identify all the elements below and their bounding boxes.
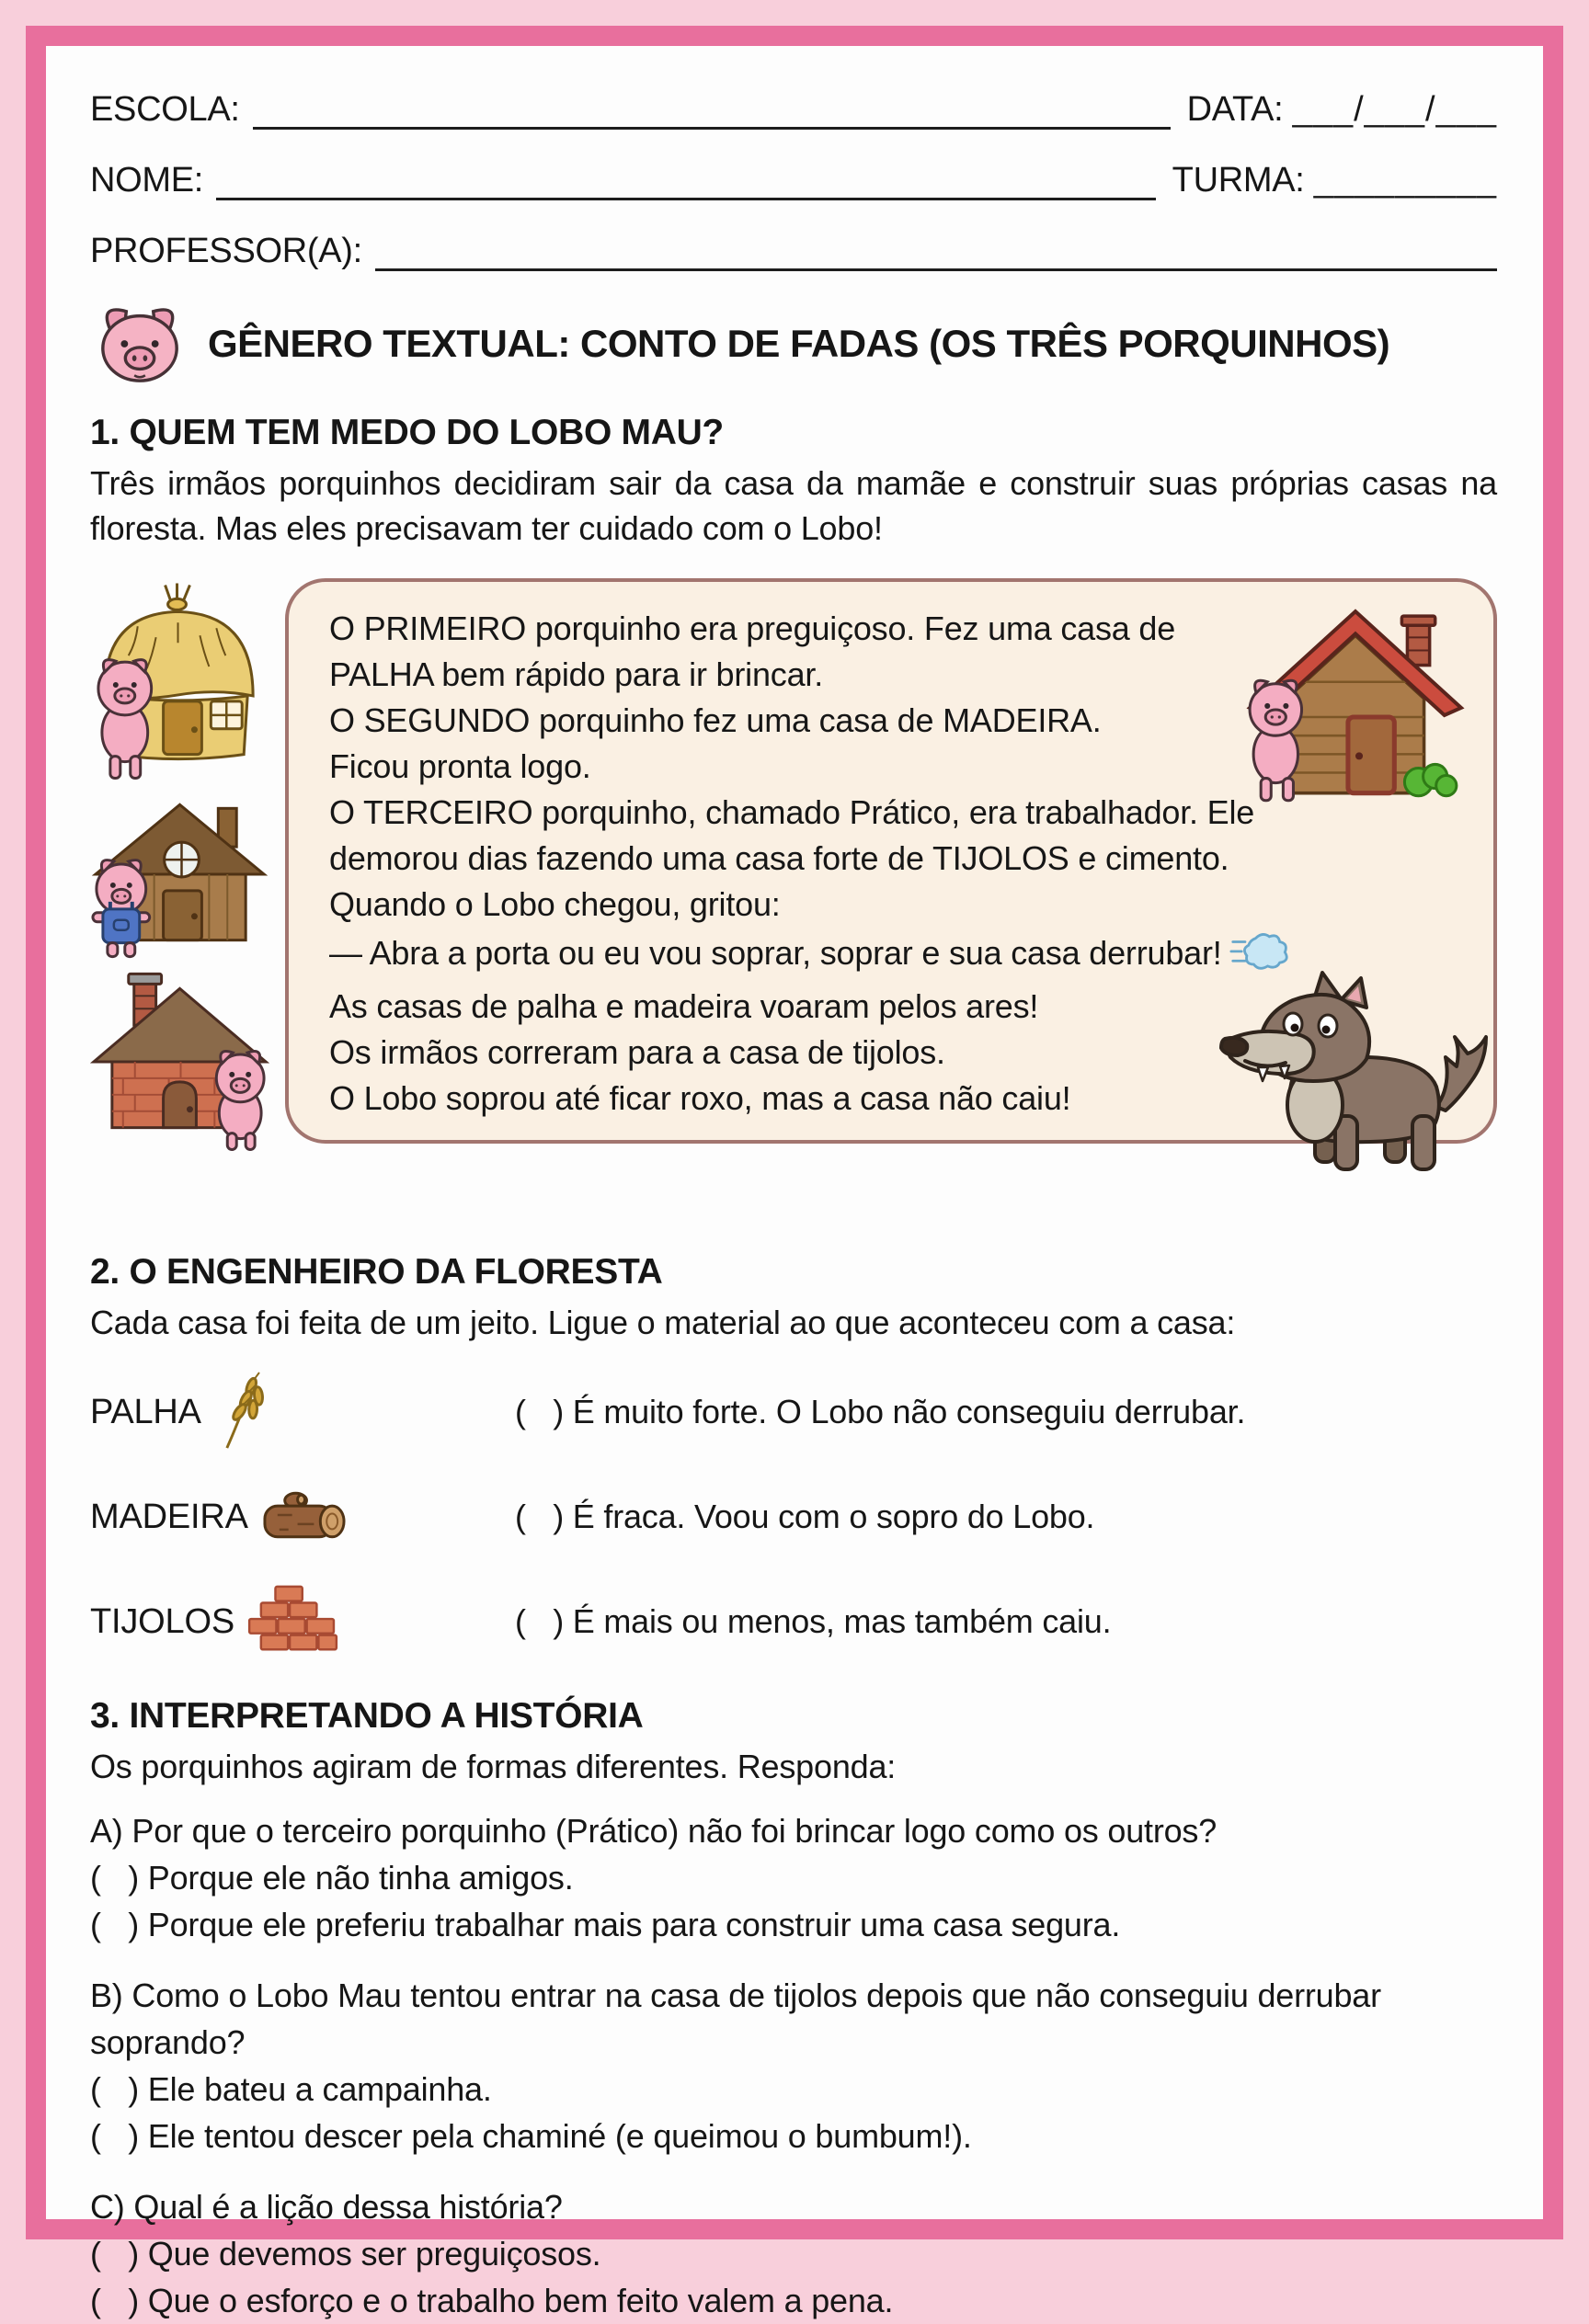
- question-option[interactable]: ( ) Ele tentou descer pela chaminé (e queimou o bumbum!).: [90, 2117, 972, 2155]
- page-title: GÊNERO TEXTUAL: CONTO DE FADAS (OS TRÊS PORQUINHOS): [208, 322, 1390, 365]
- story-line: Quando o Lobo chegou, gritou:: [329, 885, 781, 923]
- question-option[interactable]: ( ) Porque ele preferiu trabalhar mais para construir uma casa segura.: [90, 1906, 1121, 1943]
- pig-wood-house-illustration: [83, 788, 280, 961]
- header-row-nome: [90, 157, 1497, 200]
- story-line: demorou dias fazendo uma casa forte de TIJOLOS e cimento.: [329, 839, 1229, 877]
- wood-house-with-pig-illustration: [1238, 598, 1473, 830]
- question-block-a: [90, 1807, 1497, 1948]
- match-answer-option[interactable]: ( ) É fraca. Voou com o sopro do Lobo.: [515, 1498, 1095, 1535]
- section3: [90, 1696, 1497, 2324]
- story-line: As casas de palha e madeira voaram pelos ares!: [329, 987, 1039, 1025]
- story-line: O TERCEIRO porquinho, chamado Prático, era trabalhador. Ele: [329, 793, 1255, 831]
- question-option[interactable]: ( ) Porque ele não tinha amigos.: [90, 1859, 574, 1897]
- story-box-house-area: [1234, 606, 1469, 790]
- section1-heading: 1. QUEM TEM MEDO DO LOBO MAU?: [90, 413, 724, 452]
- story-left-illustrations: [83, 580, 281, 1156]
- data-input-line[interactable]: ___/___/___: [1292, 90, 1497, 129]
- match-row-madeira: [90, 1475, 1497, 1558]
- wheat-icon: [214, 1373, 264, 1452]
- log-icon: [261, 1487, 348, 1546]
- professor-label: PROFESSOR(A):: [90, 232, 362, 270]
- data-label: DATA:: [1186, 90, 1284, 129]
- match-answer-option[interactable]: ( ) É muito forte. O Lobo não conseguiu derrubar.: [515, 1393, 1246, 1430]
- question-option[interactable]: ( ) Que devemos ser preguiçosos.: [90, 2235, 601, 2273]
- story-line: — Abra a porta ou eu vou soprar, soprar e sua casa derrubar!: [329, 928, 1469, 984]
- nome-label: NOME:: [90, 161, 204, 199]
- story-line: O Lobo soprou até ficar roxo, mas a casa não caiu!: [329, 1079, 1071, 1117]
- match-row-palha: [90, 1371, 1497, 1453]
- material-label-palha: PALHA: [90, 1392, 201, 1431]
- professor-input-line[interactable]: [375, 228, 1497, 271]
- header-row-escola: [90, 86, 1497, 130]
- nome-input-line[interactable]: [216, 157, 1156, 200]
- match-row-tijolos: [90, 1580, 1497, 1663]
- bricks-icon: [247, 1583, 339, 1660]
- wind-puff-icon: [1229, 928, 1290, 972]
- header-row-professor: [90, 228, 1497, 271]
- section2-heading: 2. O ENGENHEIRO DA FLORESTA: [90, 1252, 663, 1292]
- turma-input-line[interactable]: _________: [1313, 161, 1497, 199]
- section2: [90, 1252, 1497, 1663]
- story-line: Os irmãos correram para a casa de tijolos.: [329, 1033, 945, 1071]
- question-label: B) Como o Lobo Mau tentou entrar na casa de tijolos depois que não conseguiu derrubar soprando?: [90, 1977, 1381, 2061]
- story-line: O SEGUNDO porquinho fez uma casa de MADEIRA.: [329, 701, 1102, 739]
- material-label-tijolos: TIJOLOS: [90, 1601, 234, 1641]
- worksheet-page: [26, 26, 1563, 2319]
- escola-input-line[interactable]: [253, 86, 1171, 130]
- story-box: [285, 578, 1497, 1144]
- question-block-c: [90, 2183, 1497, 2324]
- wolf-illustration: [1205, 969, 1508, 1185]
- question-option[interactable]: ( ) Ele bateu a campainha.: [90, 2070, 492, 2108]
- question-label: A) Por que o terceiro porquinho (Prático) não foi brincar logo como os outros?: [90, 1812, 1217, 1850]
- question-block-b: [90, 1972, 1497, 2159]
- pig-straw-house-illustration: [83, 580, 280, 784]
- escola-label: ESCOLA:: [90, 90, 240, 129]
- material-label-madeira: MADEIRA: [90, 1497, 248, 1536]
- question-label: C) Qual é a lição dessa história?: [90, 2188, 563, 2226]
- section3-heading: 3. INTERPRETANDO A HISTÓRIA: [90, 1696, 644, 1736]
- question-option[interactable]: ( ) Que o esforço e o trabalho bem feito valem a pena.: [90, 2282, 894, 2319]
- story-line: Ficou pronta logo.: [329, 747, 591, 785]
- pig-brick-house-illustration: [83, 964, 280, 1152]
- pig-face-icon: [90, 299, 189, 389]
- story-area: [90, 578, 1497, 1144]
- turma-label: TURMA:: [1172, 161, 1305, 199]
- title-row: [90, 299, 1497, 389]
- story-line: O PRIMEIRO porquinho era preguiçoso. Fez uma casa de: [329, 609, 1176, 647]
- section1-intro: Três irmãos porquinhos decidiram sair da casa da mamãe e construir suas próprias casas na floresta. Mas eles precisavam ter cuidado com o Lobo!: [90, 464, 1497, 547]
- section2-intro: Cada casa foi feita de um jeito. Ligue o material ao que aconteceu com a casa:: [90, 1304, 1236, 1341]
- section3-intro: Os porquinhos agiram de formas diferentes. Responda:: [90, 1748, 897, 1785]
- match-answer-option[interactable]: ( ) É mais ou menos, mas também caiu.: [515, 1602, 1112, 1640]
- story-line: PALHA bem rápido para ir brincar.: [329, 655, 824, 693]
